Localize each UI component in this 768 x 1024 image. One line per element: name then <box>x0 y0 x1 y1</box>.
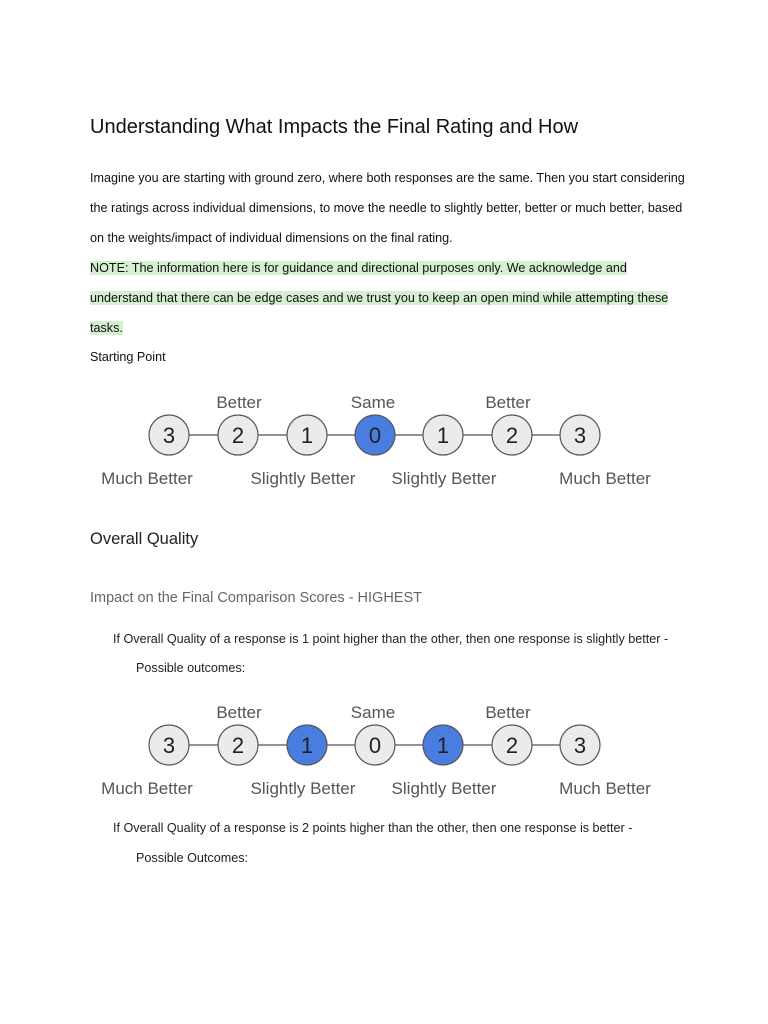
bullet-two-points-sub: Possible Outcomes: <box>136 851 248 865</box>
scale-label-same: Same <box>350 703 396 722</box>
intro-paragraph: Imagine you are starting with ground zero, where both responses are the same. Then you start considering the ratings across individual dimensions, to move the needle to slightly better, better or much better, based on the weights/impact of individual dimensions on the final rating. <box>90 171 685 245</box>
scale-node-label-3: 0 <box>368 733 382 758</box>
scale-node-label-4: 1 <box>436 423 450 448</box>
scale-label-better-right: Better <box>485 703 531 722</box>
scale-label-better-left: Better <box>216 703 262 722</box>
page-title: Understanding What Impacts the Final Rating and How <box>90 116 579 138</box>
scale-node-label-4: 1 <box>436 733 450 758</box>
scale-label-better-right: Better <box>485 393 531 412</box>
section-heading-overall-quality: Overall Quality <box>90 530 199 548</box>
rating-scale-svg <box>0 690 768 800</box>
scale-node-label-0: 3 <box>162 733 176 758</box>
scale-node-label-1: 2 <box>231 423 245 448</box>
impact-heading: Impact on the Final Comparison Scores - HIGHEST <box>90 590 423 606</box>
starting-point-label: Starting Point <box>90 350 166 364</box>
scale-label-much-better-right: Much Better <box>559 779 651 798</box>
rating-scale-slightly-better <box>0 690 768 800</box>
note-highlight: NOTE: The information here is for guidance and directional purposes only. We acknowledge and understand that there can be edge cases and we trust you to keep an open mind while attempting these tasks. <box>90 261 669 335</box>
scale-label-much-better-left: Much Better <box>101 779 193 798</box>
note-paragraph <box>90 254 690 343</box>
scale-label-much-better-left: Much Better <box>101 469 193 488</box>
scale-node-label-5: 2 <box>505 423 519 448</box>
rating-scale-svg <box>0 380 768 490</box>
scale-node-label-2: 1 <box>300 733 314 758</box>
bullet-one-point-sub: Possible outcomes: <box>136 661 246 675</box>
scale-label-slightly-better-right: Slightly Better <box>391 469 497 488</box>
scale-node-label-6: 3 <box>573 423 587 448</box>
scale-node-label-5: 2 <box>505 733 519 758</box>
bullet-two-points: If Overall Quality of a response is 2 points higher than the other, then one response is better - <box>113 821 633 835</box>
rating-scale-starting <box>0 380 768 490</box>
scale-node-label-6: 3 <box>573 733 587 758</box>
scale-label-slightly-better-left: Slightly Better <box>250 779 356 798</box>
scale-label-better-left: Better <box>216 393 262 412</box>
scale-label-much-better-right: Much Better <box>559 469 651 488</box>
scale-node-label-2: 1 <box>300 423 314 448</box>
scale-node-label-1: 2 <box>231 733 245 758</box>
scale-label-same: Same <box>350 393 396 412</box>
scale-label-slightly-better-right: Slightly Better <box>391 779 497 798</box>
bullet-one-point: If Overall Quality of a response is 1 point higher than the other, then one response is slightly better - <box>113 632 669 646</box>
scale-label-slightly-better-left: Slightly Better <box>250 469 356 488</box>
scale-node-label-0: 3 <box>162 423 176 448</box>
scale-node-label-3: 0 <box>368 423 382 448</box>
